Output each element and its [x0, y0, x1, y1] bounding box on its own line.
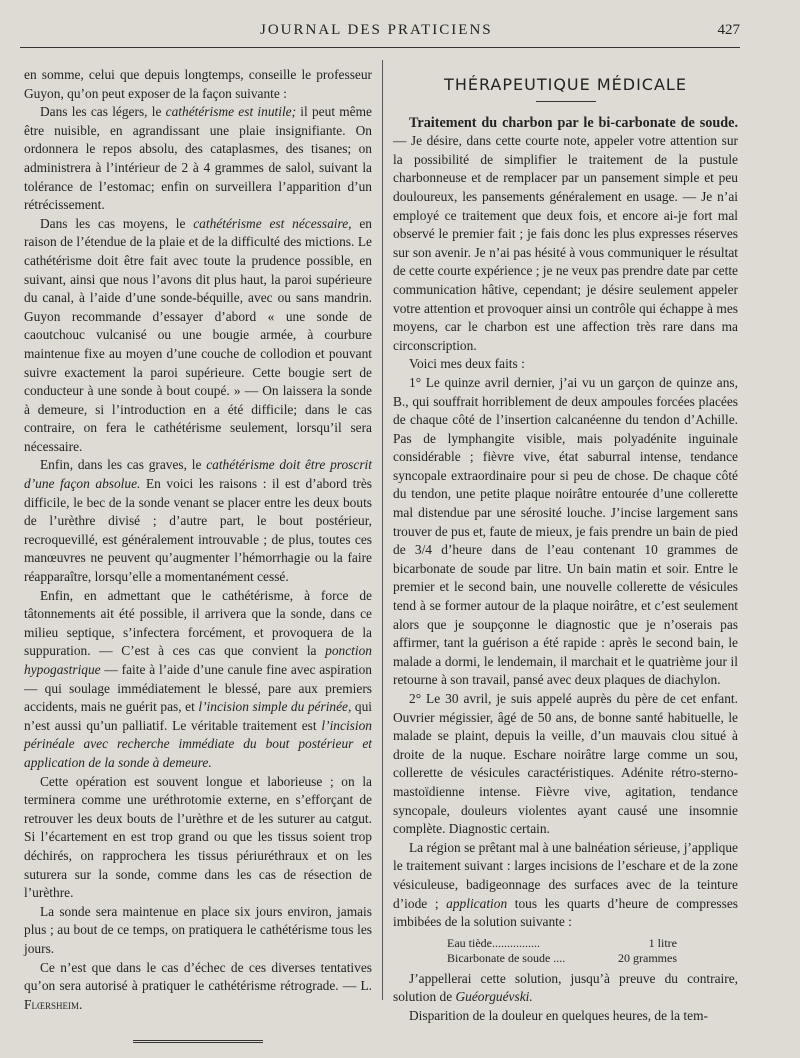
paragraph: Enfin, dans les cas graves, le cathétérisme doit être proscrit d’une façon absolue. En voici les raisons : il est d’abord très difficile, le bec de la sonde venant se placer entre les deux bouts de l’urèthre divisé ; d’autre part, le bout postérieur, recroquevillé, est généralement introuvable ; de plus, toutes ces manœuvres ne peuvent qu’augmenter l’hémorrhagie ou la faire réapparaître, lorsqu’elle a momentanément cessé.	[24, 457, 372, 585]
recipe-table	[447, 936, 738, 966]
paragraph: J’appellerai cette solution, jusqu’à preuve du contraire, solution de Guéorguévski.	[393, 970, 738, 1005]
paragraph: Cette opération est souvent longue et laborieuse ; on la terminera comme une uréthrotomie externe, en s’efforçant de retrouver les deux bouts de l’urèthre et de les suturer au catgut. Si l’écartement en est trop grand ou que les tissus soient trop déchirés, on rapprochera les tissus périuréthraux et on les suturera sur la sonde, comme dans les cas de résection de l’urèthre.	[24, 773, 372, 901]
column-divider	[382, 60, 383, 1000]
left-column	[24, 66, 372, 1043]
paragraph: Disparition de la douleur en quelques heures, de la tem-	[409, 1007, 708, 1023]
right-column	[393, 66, 738, 1026]
paragraph: 1° Le quinze avril dernier, j’ai vu un garçon de quinze ans, B., qui souffrait horriblement de deux ampoules forcées placées de chaque côté de l’insertion calcanéenne du tendon d’Achille. Pas de lymphangite visible, mais polyadénite inguinale considérable ; fièvre vive, état saburral intense, tendance syncopale extraordinaire pour si peu de chose. De chaque côté du tendon, une petite plaque noirâtre entourée d’une collerette mal distendue par une sérosité louche. J’incise largement sans trouver de pus et, faute de mieux, je fais prendre un bain de pied de 3/4 d’heure dans de l’eau contenant 10 grammes de bicarbonate de soude par litre. Un bain matin et soir. Entre le premier et le second bain, une nouvelle collerette de vésicules tend à se former autour de la plaque noirâtre, et c’est seulement alors que je soupçonne le diagnostic que je n’oserais pas affirmer, tant la guérison a été rapide : après le second bain, le malade a dormi, le lendemain, il marchait et le quatrième jour il retourne à son travail, pansé avec deux plaques de diachylon.	[393, 374, 738, 688]
running-header	[20, 22, 740, 42]
section-title: THÉRAPEUTIQUE MÉDICALE	[444, 75, 687, 94]
paragraph: Voici mes deux faits :	[409, 356, 525, 372]
paragraph: Dans les cas légers, le cathétérisme est inutile; il peut même être nuisible, en agrandissant une plaie insignifiante. On ordonnera le repos absolu, des cataplasmes, des tisanes; on administrera à l’intérieur de 2 à 4 grammes de salol, suivant la tolérance de l’estomac; enfin on surveillera l’apparition d’un rétrécissement.	[24, 104, 372, 213]
paragraph: La région se prêtant mal à une balnéation sérieuse, j’applique le traitement suivant : larges incisions de l’eschare et de la zone vésiculeuse, badigeonnage des surfaces avec de la teinture d’iode ; application tous les quarts d’heure de compresses imbibées de la solution suivante :	[393, 839, 738, 930]
recipe-row: Eau tiède................ 1 litre	[447, 935, 677, 950]
author-signature: Flœrsheim.	[24, 996, 83, 1012]
paragraph: Enfin, en admettant que le cathétérisme, à force de tâtonnements ait été possible, il arrivera que la sonde, dans ce milieu septique, s’infectera forcément, et provoquera de la suppuration. — C’est à ces cas que convient la ponction hypogastrique — faite à l’aide d’une canule fine avec aspiration — qui soulage immédiatement le blessé, pare aux premiers accidents, mais ne guérit pas, et l’incision simple du périnée, qui n’est aussi qu’un palliatif. Le véritable traitement est l’incision périnéale avec recherche immédiate du bout postérieur et application de la sonde à demeure.	[24, 587, 372, 770]
paragraph: Dans les cas moyens, le cathétérisme est nécessaire, en raison de l’étendue de la plaie et de la difficulté des mictions. Le cathétérisme doit être fait avec toute la prudence possible, en suivant, ainsi que nous l’avons dit plus haut, la paroi supérieure du canal, à l’aide d’une sonde-béquille, avec ou sans mandrin. Guyon recommande d’essayer d’abord « une sonde de caoutchouc vulcanisé ou une bougie armée, à courbure maintenue fixe au moyen d’une couche de collodion et pouvant suivre exactement la paroi supérieure. Cette bougie sert de conducteur à une sonde à bout coupé. » — On laissera la sonde à demeure, si l’introduction en a été difficile; dans le cas contraire, on fera le cathétérisme seulement, lorsqu’il sera nécessaire.	[24, 215, 372, 454]
paragraph: Ce n’est que dans le cas d’échec de ces diverses tentatives qu’on sera autorisé à pratiquer le cathétérisme rétrograde. — L. Flœrsheim.	[24, 959, 372, 1012]
header-rule	[20, 47, 740, 48]
paragraph: 2° Le 30 avril, je suis appelé auprès du père de cet enfant. Ouvrier mégissier, âgé de 50 ans, de bonne santé habituelle, le malade se plaint, depuis la veille, d’un mauvais clou situé à droite de la nuque. Eschare noirâtre large comme un sou, collerette de vésicules caractéristiques. Adénite rétro-sterno-mastoïdienne intense. Fièvre vive, agitation, tendance syncopale, douleurs violentes ayant causé une insomnie complète. Diagnostic certain.	[393, 691, 738, 837]
article-title: Traitement du charbon par le bi-carbonate de soude.	[409, 114, 738, 131]
paragraph: Traitement du charbon par le bi-carbonate de soude. — Je désire, dans cette courte note, appeler votre attention sur la possibilité de simplifier le traitement de la pustule charbonneuse et de remplacer par un pansement simple et peu douloureux, les pansements généralement en usage. — Je n’ai employé ce traitement que deux fois, et encore ai-je fort mal observé le premier fait ; je fais donc les plus expresses réserves sur son avenir. Je n’ai pas hésité à vous communiquer le résultat de cette courte expérience ; je ne veux pas prendre date par cette communication hâtive, cependant; je désire seulement appeler votre attention et provoquer ainsi un contrôle qui échappe à mes moyens, car le charbon est une affection très rare dans ma circonscription.	[393, 114, 738, 353]
journal-title: JOURNAL DES PRATICIENS	[260, 22, 493, 38]
recipe-row: Bicarbonate de soude .... 20 grammes	[447, 950, 677, 965]
section-rule	[536, 101, 596, 102]
paragraph: La sonde sera maintenue en place six jours environ, jamais plus ; au bout de ce temps, on pratiquera le cathétérisme tous les jours.	[24, 903, 372, 956]
page-number: 427	[717, 22, 740, 38]
article-end-rule	[133, 1040, 263, 1043]
paragraph: en somme, celui que depuis longtemps, conseille le professeur Guyon, qu’on peut exposer de la façon suivante :	[24, 67, 372, 101]
